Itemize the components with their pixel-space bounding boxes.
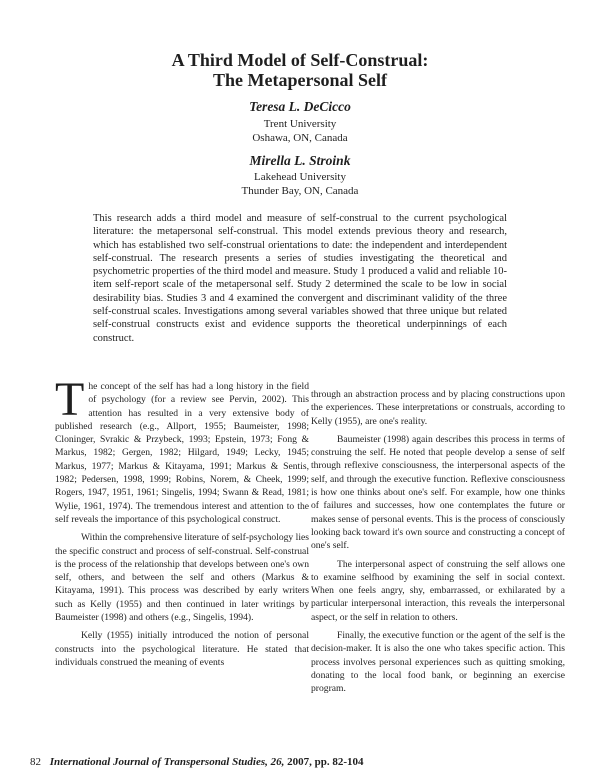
author-2-institution: Lakehead University <box>254 171 346 183</box>
paragraph: through an abstraction process and by placing constructions upon the experiences. These interpretations or construals, according to Kelly (1955), are one's reality. <box>311 389 565 427</box>
body-column-left <box>55 373 309 669</box>
journal-name: International Journal of Transpersonal Studies, <box>49 756 268 768</box>
paragraph: The interpersonal aspect of construing the self allows one to examine selfhood by examining the self in social context. When one feels angry, shy, embarrassed, or exhilarated by a particular interpersonal interaction, this reveals the interpersonal aspect, or the self in relation to others. <box>311 558 565 623</box>
body-column-right <box>311 388 565 696</box>
journal-volume: 26, <box>270 756 285 768</box>
drop-cap: T <box>55 373 85 426</box>
paragraph-intro-text: he concept of the self has had a long history in the field of psychology (for a review see Pervin, 2002). This attention has resulted in a very extensive body of published research (e.g., Allport, 1955; Baumeister, 1998; Cloninger, Svrakic & Przybeck, 1993; Epstein, 1973; Fong & Markus, 1982; Gergen, 1982; Hilgard, 1949; Lecky, 1945; Markus, 1977; Markus & Kitayama, 1991; Markus & Sentis, 1982; Pedersen, 1998, 1999; Robins, Norem, & Cheek, 1999; Rogers, 1947, 1951, 1961; Singelis, 1994; Swann & Read, 1981; Wylie, 1961, 1974). The tremendous interest and attention to the self reveals the importance of this psychological construct. <box>55 381 309 525</box>
paper-title <box>0 50 600 90</box>
journal-year-pages: 2007, pp. 82-104 <box>287 756 364 768</box>
abstract-text: This research adds a third model and measure of self-construal to the current psychological literature: the metapersonal self-construal. This model extends previous theory and research, which has established two self-construal orientations to date: the independent and interdependent self-construal. The research presents a series of studies investigating the theoretical and psychometric properties of the third model and measure. Study 1 produced a valid and reliable 10-item self-report scale of the metapersonal self. Study 2 determined the scale to be low in social desirability bias. Studies 3 and 4 examined the convergent and discriminant validity of the three self-construal scales. Investigations among several variables showed that three unique but related self-construal constructs exist and evidence supports the theoretical underpinnings of each construct. <box>93 213 507 344</box>
title-line-2: The Metapersonal Self <box>213 70 387 90</box>
paragraph-intro <box>55 373 309 526</box>
author-1-name: Teresa L. DeCicco <box>249 99 351 114</box>
author-2-name: Mirella L. Stroink <box>249 153 351 168</box>
page-footer <box>30 755 580 769</box>
page-number: 82 <box>30 756 41 768</box>
abstract <box>93 212 507 345</box>
paragraph: Kelly (1955) initially introduced the notion of personal constructs into the psychological literature. He stated that individuals construed the meaning of events <box>55 630 309 668</box>
paragraph: Finally, the executive function or the agent of the self is the decision-maker. It is also the one who takes specific action. This process involves personal experiences such as quitting smoking, donating to the local food bank, or beginning an exercise program. <box>311 630 565 695</box>
author-2-location: Thunder Bay, ON, Canada <box>241 185 359 197</box>
paragraph: Within the comprehensive literature of self-psychology lies the specific construct and process of self-construal. Self-construal is the process of the relationship that develops between one's own self, others, and between the self and others (Markus & Kitayama, 1991). This process was described by early writers such as Kelly (1955) and then continued in later writings by Baumeister (1998) and others (e.g., Singelis, 1994). <box>55 532 309 624</box>
paragraph: Baumeister (1998) again describes this process in terms of construing the self. He noted that people develop a sense of self through reflexive consciousness, the interpersonal aspects of the self, and through the executive function. Reflexive consciousness is how one thinks about one's self. For example, how one thinks of failures and successes, how one contemplates the future or makes sense of personal events. This is the process of consciously looking back toward it's own source and constructing a concept of one's self. <box>311 433 565 552</box>
title-line-1: A Third Model of Self-Construal: <box>171 50 429 70</box>
author-1-location: Oshawa, ON, Canada <box>252 132 348 144</box>
author-1-institution: Trent University <box>263 118 337 130</box>
